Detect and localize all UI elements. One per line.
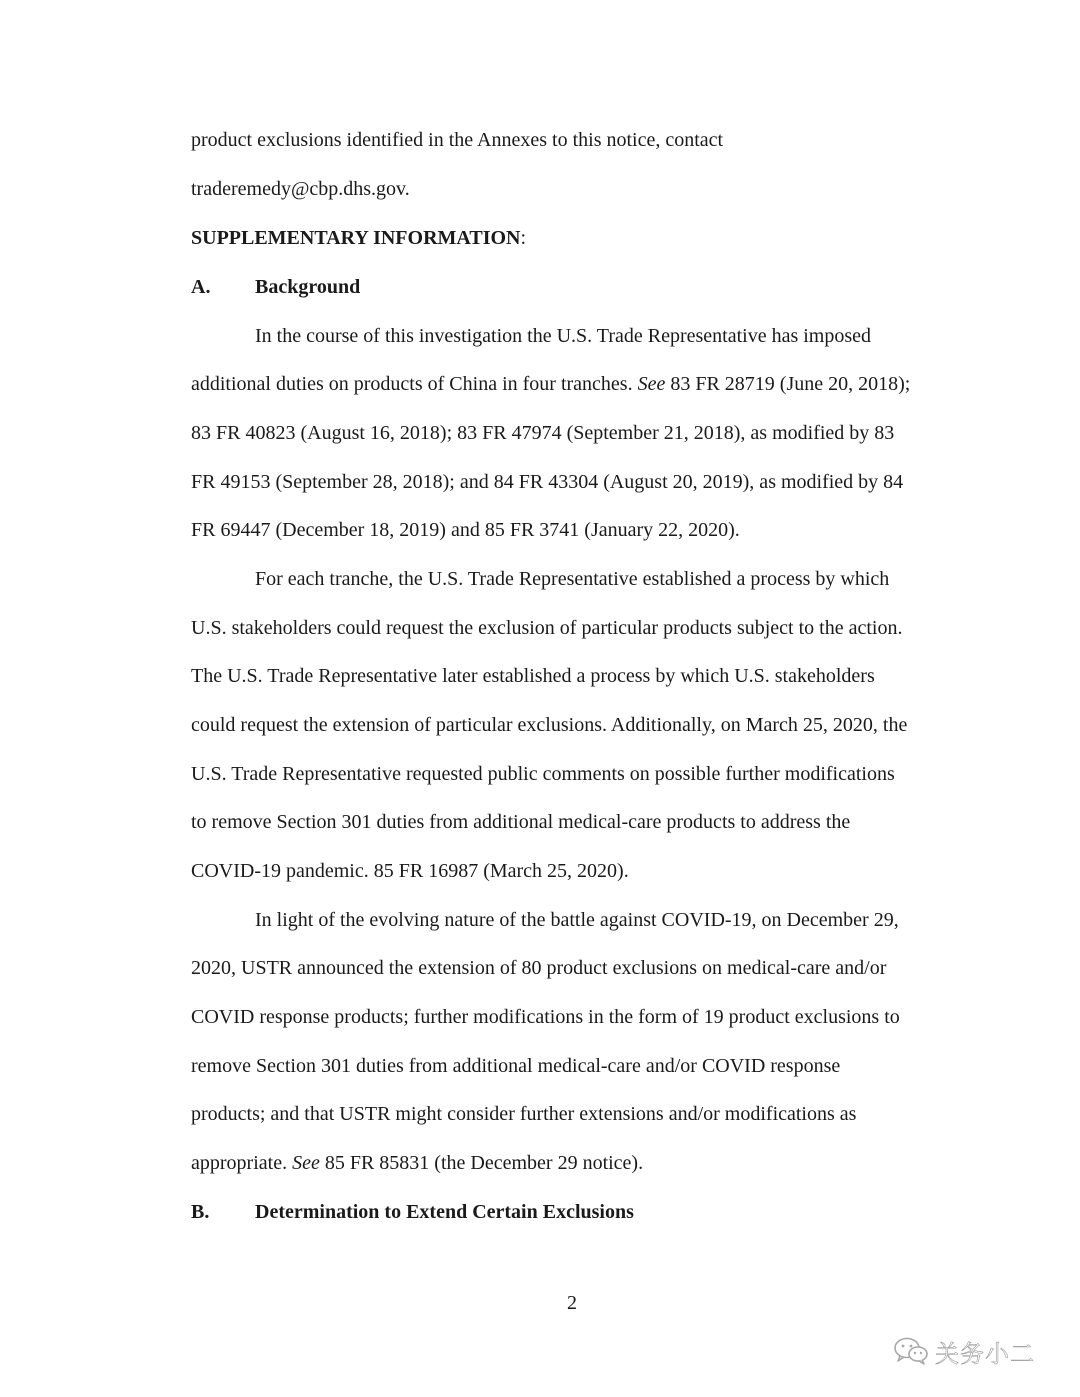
watermark [893,1334,1035,1368]
supplementary-label: SUPPLEMENTARY INFORMATION [191,227,521,249]
supplementary-colon: : [520,227,527,249]
contact-email: traderemedy@cbp.dhs.gov. [191,178,410,200]
watermark-text: 关务小二 [935,1339,1035,1368]
section-b-letter: B. [191,1201,210,1223]
text-run: 83 FR 28719 (June 20, 2018); [665,373,911,395]
paragraph-line: products; and that USTR might consider further extensions and/or modifications as [191,1103,857,1125]
paragraph-line: 2020, USTR announced the extension of 80 product exclusions on medical-care and/or [191,957,887,979]
text-run: appropriate. [191,1152,293,1174]
text-run: additional duties on products of China in four tranches. [191,373,638,395]
paragraph-line: In the course of this investigation the U.S. Trade Representative has imposed [255,325,872,347]
italic-see: See [637,373,666,395]
paragraph-line: U.S. Trade Representative requested public comments on possible further modifications [191,763,895,785]
wechat-icon [893,1336,929,1366]
paragraph-line: FR 69447 (December 18, 2019) and 85 FR 3741 (January 22, 2020). [191,519,740,541]
paragraph-line: In light of the evolving nature of the battle against COVID-19, on December 29, [255,909,899,931]
text-run: 85 FR 85831 (the December 29 notice). [319,1152,644,1174]
supplementary-heading [191,224,526,252]
page-number: 2 [567,1292,577,1314]
italic-see: See [292,1152,320,1174]
paragraph-line: COVID response products; further modifications in the form of 19 product exclusions to [191,1006,900,1028]
paragraph-line: remove Section 301 duties from additional medical-care and/or COVID response [191,1055,841,1077]
paragraph-line [191,370,910,398]
contact-line: product exclusions identified in the Annexes to this notice, contact [191,129,724,151]
section-b-title: Determination to Extend Certain Exclusions [255,1201,634,1223]
section-a-title: Background [255,276,361,298]
paragraph-line: COVID-19 pandemic. 85 FR 16987 (March 25, 2020). [191,860,629,882]
paragraph-line [191,1149,643,1177]
paragraph-line: The U.S. Trade Representative later established a process by which U.S. stakeholders [191,665,875,687]
section-a-letter: A. [191,276,211,298]
paragraph-line: For each tranche, the U.S. Trade Representative established a process by which [255,568,890,590]
paragraph-line: U.S. stakeholders could request the exclusion of particular products subject to the action. [191,617,903,639]
paragraph-line: to remove Section 301 duties from additional medical-care products to address the [191,811,851,833]
paragraph-line: could request the extension of particular exclusions. Additionally, on March 25, 2020, the [191,714,908,736]
paragraph-line: FR 49153 (September 28, 2018); and 84 FR 43304 (August 20, 2019), as modified by 84 [191,471,904,493]
paragraph-line: 83 FR 40823 (August 16, 2018); 83 FR 47974 (September 21, 2018), as modified by 83 [191,422,895,444]
